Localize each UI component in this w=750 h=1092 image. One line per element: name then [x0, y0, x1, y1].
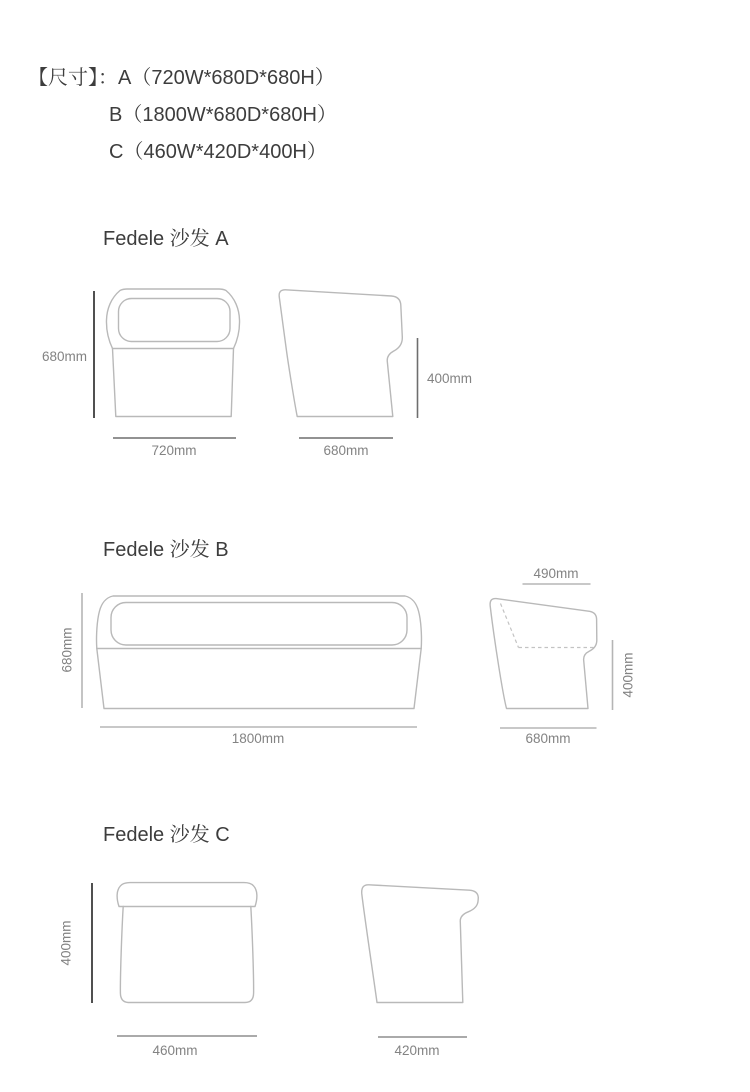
sofa-a-seat-height-label: 400mm	[427, 371, 473, 386]
sofa-c-width-label: 460mm	[152, 1043, 198, 1058]
sofa-a-side-outline	[279, 290, 402, 417]
sofa-a-height-label: 680mm	[41, 349, 87, 364]
sofa-c-height-label: 400mm	[58, 920, 74, 966]
sofa-b-side-outline	[490, 599, 597, 709]
section-c-title: Fedele 沙发 C	[103, 824, 230, 846]
sofa-c-front-body	[120, 907, 253, 1003]
sofa-a-width-label: 720mm	[151, 443, 197, 458]
sofa-c-side-outline	[362, 885, 479, 1003]
size-value-b: B（1800W*680D*680H）	[109, 104, 337, 126]
sofa-b-front-backrest-inner	[111, 603, 407, 646]
size-header-label: 【尺寸】：	[28, 67, 118, 89]
sofa-b-drawing	[0, 555, 750, 755]
sofa-c-depth-label: 420mm	[394, 1043, 440, 1058]
sofa-b-seat-height-label: 400mm	[620, 652, 636, 698]
sofa-c-drawing	[0, 855, 750, 1070]
sofa-a-depth-label: 680mm	[323, 443, 369, 458]
sofa-b-width-label: 1800mm	[231, 731, 285, 746]
size-value-a: A（720W*680D*680H）	[118, 67, 335, 89]
sofa-c-front-cushion-band	[117, 883, 257, 907]
sofa-a-drawing	[0, 270, 750, 470]
size-header	[28, 60, 337, 171]
size-value-c: C（460W*420D*400H）	[109, 141, 327, 163]
sofa-b-top-label: 490mm	[533, 566, 579, 581]
section-b-title: Fedele 沙发 B	[103, 539, 229, 561]
sofa-b-height-label: 680mm	[59, 627, 75, 673]
section-a-title: Fedele 沙发 A	[103, 228, 229, 250]
sofa-b-depth-label: 680mm	[525, 731, 571, 746]
size-line-c	[109, 134, 337, 171]
sofa-b-side-hidden-back-line	[501, 604, 519, 648]
sofa-b-front-outline	[97, 596, 422, 709]
sofa-a-front-outline	[106, 289, 239, 417]
sofa-a-front-backrest-inner	[119, 299, 231, 342]
size-line-b	[109, 97, 337, 134]
size-line-a	[28, 60, 337, 97]
